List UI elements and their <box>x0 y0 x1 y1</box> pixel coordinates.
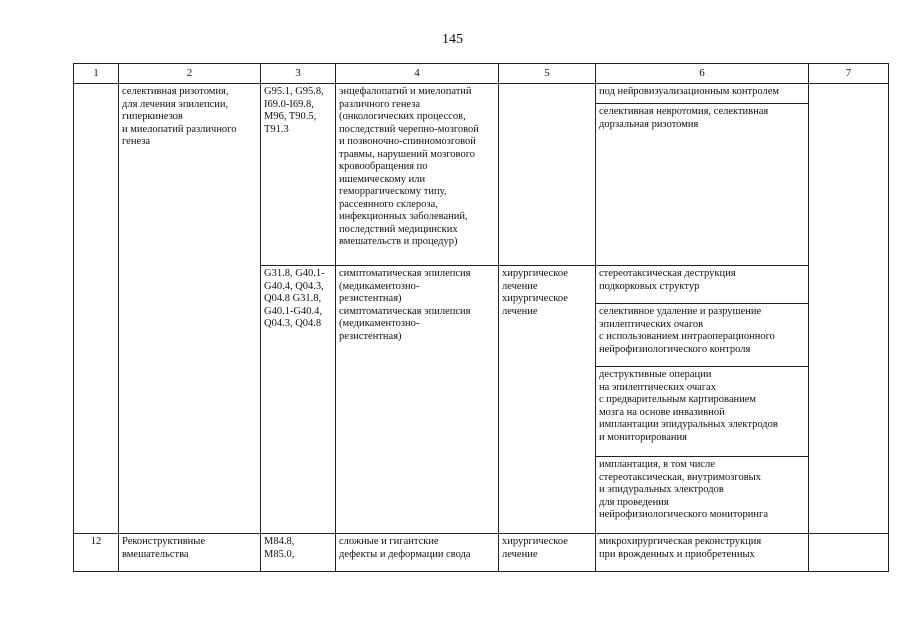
column-header-3: 3 <box>261 64 336 84</box>
method-cell: имплантация, в том числе стереотаксическая, внутримозговых и эпидуральных электродов для проведения нейрофизиологического мониторинга <box>596 457 809 534</box>
header-row <box>74 64 889 84</box>
procedures-table <box>73 63 889 572</box>
diagnosis-cell: симптоматическая эпилепсия (медикаментозно- резистентная) симптоматическая эпилепсия (медикаментозно- резистентная) <box>336 266 499 534</box>
column-header-2: 2 <box>119 64 261 84</box>
notes-cell <box>809 534 889 572</box>
table-row <box>74 534 889 572</box>
treatment-type-cell <box>499 84 596 266</box>
column-header-7: 7 <box>809 64 889 84</box>
intervention-name-cell: селективная ризотомия, для лечения эпилепсии, гиперкинезов и миелопатий различного генеза <box>119 84 261 534</box>
notes-cell <box>809 84 889 534</box>
table-row <box>74 84 889 104</box>
row-number-cell <box>74 84 119 534</box>
icd-codes-cell: G95.1, G95.8, I69.0-I69.8, M96, T90.5, T91.3 <box>261 84 336 266</box>
treatment-type-cell: хирургическое лечение <box>499 534 596 572</box>
method-cell: стереотаксическая деструкция подкорковых структур <box>596 266 809 304</box>
method-cell: селективное удаление и разрушение эпилептических очагов с использованием интраоперационного нейрофизиологического контроля <box>596 304 809 367</box>
method-cell: микрохирургическая реконструкция при врожденных и приобретенных <box>596 534 809 572</box>
diagnosis-cell: энцефалопатий и миелопатий различного генеза (онкологических процессов, последствий черепно-мозговой и позвоночно-спинномозговой травмы, нарушений мозгового кровообращения по ишемическому или геморрагическому типу, рассеянного склероза, инфекционных заболеваний, последствий медицинских вмешательств и процедур) <box>336 84 499 266</box>
column-header-4: 4 <box>336 64 499 84</box>
diagnosis-cell: сложные и гигантские дефекты и деформации свода <box>336 534 499 572</box>
method-cell: селективная невротомия, селективная дорзальная ризотомия <box>596 104 809 266</box>
row-number-cell: 12 <box>74 534 119 572</box>
page-number: 145 <box>442 32 463 47</box>
intervention-name-cell: Реконструктивные вмешательства <box>119 534 261 572</box>
method-cell: под нейровизуализационным контролем <box>596 84 809 104</box>
column-header-5: 5 <box>499 64 596 84</box>
icd-codes-cell: G31.8, G40.1- G40.4, Q04.3, Q04.8 G31.8, G40.1-G40.4, Q04.3, Q04.8 <box>261 266 336 534</box>
icd-codes-cell: M84.8, M85.0, <box>261 534 336 572</box>
column-header-1: 1 <box>74 64 119 84</box>
method-cell: деструктивные операции на эпилептических очагах с предварительным картированием мозга на основе инвазивной имплантации эпидуральных электродов и мониторирования <box>596 367 809 457</box>
column-header-6: 6 <box>596 64 809 84</box>
treatment-type-cell: хирургическое лечение хирургическое лечение <box>499 266 596 534</box>
